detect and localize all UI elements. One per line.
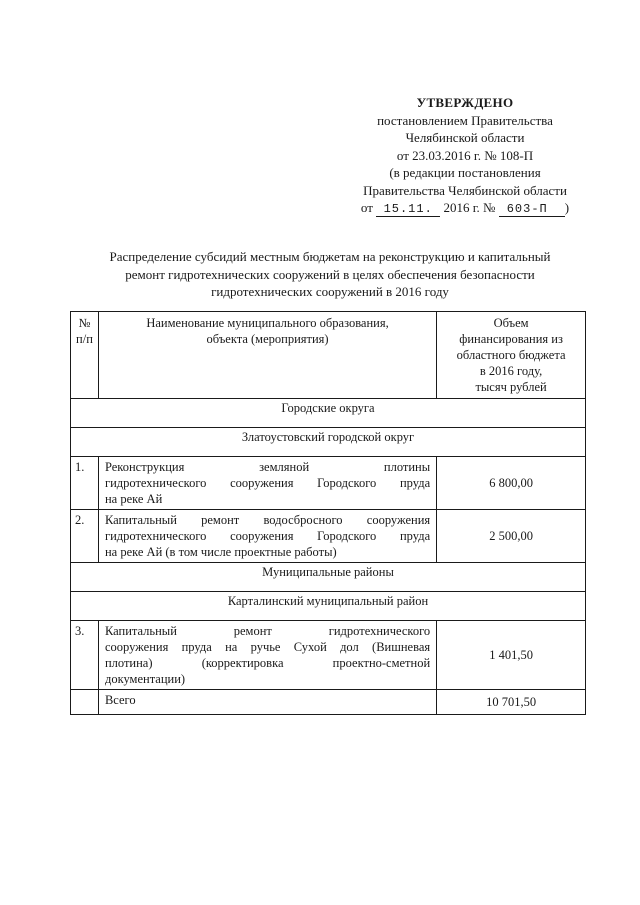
row-num: 2. — [71, 510, 99, 563]
header-amount-5: тысяч рублей — [475, 380, 547, 394]
row-name-line: документации) — [104, 672, 186, 686]
row-name — [98, 457, 436, 510]
total-label: Всего — [98, 690, 436, 715]
header-amount-1: Объем — [493, 316, 529, 330]
approval-line-3: Челябинской области — [405, 130, 525, 145]
subsection-row-kartaly — [71, 592, 586, 621]
row-name-line: на реке Ай (в том числе проектные работы) — [104, 545, 337, 559]
approval-number-field: 603-П — [499, 202, 565, 217]
header-num — [71, 312, 99, 399]
header-name-2: объекта (мероприятия) — [206, 332, 329, 346]
row-num: 1. — [71, 457, 99, 510]
approval-line-6: Правительства Челябинской области — [363, 182, 567, 198]
header-num-1: № — [78, 316, 91, 330]
subsidy-table — [70, 311, 586, 715]
approval-line-5: (в редакции постановления — [389, 165, 541, 180]
section-label: Муниципальные районы — [71, 563, 586, 592]
approval-line-4: от 23.03.2016 г. № 108-П — [396, 147, 534, 163]
document-title — [70, 248, 590, 301]
total-amount: 10 701,50 — [437, 690, 586, 715]
row-name-line: на реке Ай — [104, 492, 163, 506]
approval-line-7 — [340, 199, 590, 217]
row-name-line: Капитальный ремонт водосбросного сооружения — [104, 513, 431, 527]
row-name — [98, 621, 436, 690]
row-name-line: гидротехнического сооружения Городского пруда — [104, 529, 431, 543]
subsection-label: Златоустовский городской округ — [71, 428, 586, 457]
row-name-line: сооружения пруда на ручье Сухой дол (Вишневая — [104, 640, 431, 654]
title-line-3: гидротехнических сооружений в 2016 году — [211, 284, 449, 299]
row-name-line: Реконструкция земляной плотины — [104, 460, 431, 474]
approval-date-field: 15.11. — [376, 202, 440, 217]
section-label: Городские округа — [71, 399, 586, 428]
title-line-1: Распределение субсидий местным бюджетам на реконструкцию и капитальный — [109, 249, 551, 264]
section-row-urban — [71, 399, 586, 428]
table-header-row — [71, 312, 586, 399]
header-amount-3: областного бюджета — [456, 348, 566, 362]
row-amount: 2 500,00 — [437, 510, 586, 563]
header-num-2: п/п — [76, 332, 93, 346]
approval-close-paren: ) — [564, 200, 570, 215]
row-amount: 6 800,00 — [437, 457, 586, 510]
row-amount: 1 401,50 — [437, 621, 586, 690]
table-row — [71, 457, 586, 510]
table-row — [71, 510, 586, 563]
row-name-line: гидротехнического сооружения Городского пруда — [104, 476, 431, 490]
total-num-empty — [71, 690, 99, 715]
row-name — [98, 510, 436, 563]
subsection-row-zlatoust — [71, 428, 586, 457]
row-name-line: плотина) (корректировка проектно-сметной — [104, 656, 431, 670]
header-amount — [437, 312, 586, 399]
subsection-label: Карталинский муниципальный район — [71, 592, 586, 621]
approval-block — [340, 94, 590, 217]
section-row-districts — [71, 563, 586, 592]
header-name-1: Наименование муниципального образования, — [146, 316, 389, 330]
approval-prefix: от — [360, 200, 373, 215]
title-line-2: ремонт гидротехнических сооружений в целях обеспечения безопасности — [125, 266, 535, 282]
approval-heading: УТВЕРЖДЕНО — [416, 95, 514, 110]
header-amount-4: в 2016 году, — [479, 364, 543, 378]
header-amount-2: финансирования из — [459, 332, 563, 346]
approval-line-2: постановлением Правительства — [377, 112, 553, 128]
table-row — [71, 621, 586, 690]
approval-year-text: 2016 г. № — [443, 200, 496, 215]
row-name-line: Капитальный ремонт гидротехнического — [104, 624, 431, 638]
header-name — [98, 312, 436, 399]
total-row — [71, 690, 586, 715]
row-num: 3. — [71, 621, 99, 690]
